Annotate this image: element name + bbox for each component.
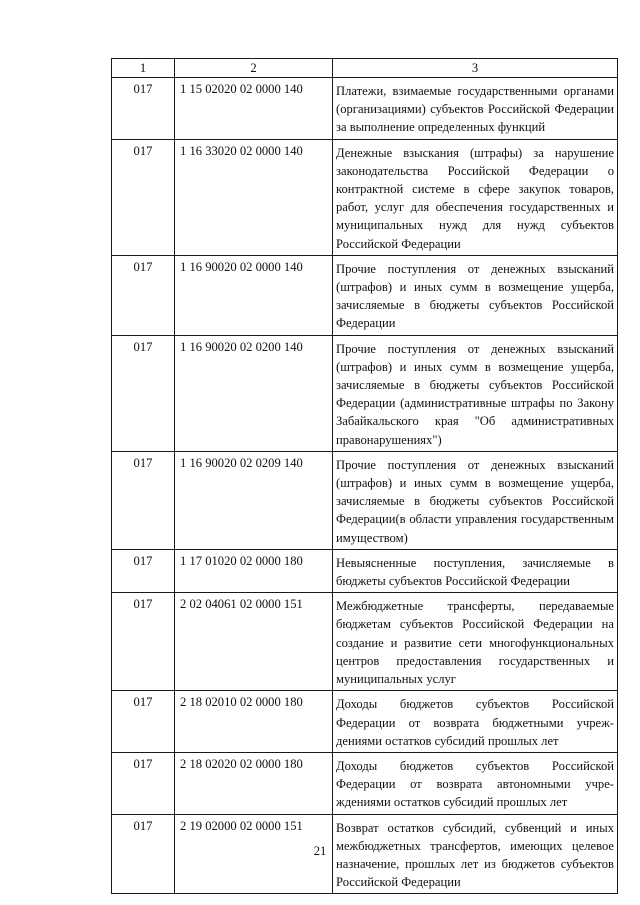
table-body	[112, 78, 618, 894]
revenue-name-cell: Межбюджетные трансферты, передаваемые бюджетам субъектов Российской Федерации на создание и развитие сети многофункциональных центров предоставления государственных и муниципальных услуг	[333, 593, 618, 691]
budget-classification-code-cell: 2 18 02020 02 0000 180	[175, 752, 333, 814]
table-row	[112, 752, 618, 814]
table-row	[112, 255, 618, 335]
budget-classification-code-cell: 1 15 02020 02 0000 140	[175, 78, 333, 140]
revenue-name-cell: Доходы бюджетов субъектов Российской Федерации от возврата бюджетными учреждениями остатков субсидий прошлых лет	[333, 691, 618, 753]
revenue-name-cell: Возврат остатков субсидий, субвенций и иных межбюджетных трансфертов, имеющих целевое назначение, прошлых лет из бюджетов субъектов Российской Федерации	[333, 814, 618, 894]
column-header-name: 3	[333, 59, 618, 78]
admin-code-cell: 017	[112, 255, 175, 335]
budget-classification-code-cell: 2 02 04061 02 0000 151	[175, 593, 333, 691]
admin-code-cell: 017	[112, 139, 175, 255]
budget-classification-code-cell: 1 16 90020 02 0209 140	[175, 451, 333, 549]
budget-classification-code-cell: 1 17 01020 02 0000 180	[175, 549, 333, 592]
admin-code-cell: 017	[112, 814, 175, 894]
revenue-name-cell: Денежные взыскания (штрафы) за нарушение законодательства Российской Федерации о контрактной системе в сфере закупок товаров, работ, услуг для обеспечения государственных и муниципальных нужд для нужд субъектов Российской Федерации	[333, 139, 618, 255]
admin-code-cell: 017	[112, 752, 175, 814]
revenue-name-cell: Прочие поступления от денежных взысканий (штрафов) и иных сумм в возмещение ущерба, зачисляемые в бюджеты субъектов Российской Федерации (административные штрафы по Закону Забайкальского края "Об административных правонарушениях")	[333, 335, 618, 451]
page-number: 21	[313, 844, 327, 858]
revenue-name-cell: Прочие поступления от денежных взысканий (штрафов) и иных сумм в возмещение ущерба, зачисляемые в бюджеты субъектов Российской Федерации	[333, 255, 618, 335]
revenue-codes-table	[111, 58, 618, 894]
admin-code-cell: 017	[112, 451, 175, 549]
table-row	[112, 78, 618, 140]
table-header	[112, 59, 618, 78]
budget-classification-code-cell: 1 16 90020 02 0200 140	[175, 335, 333, 451]
column-header-code: 2	[175, 59, 333, 78]
table-row	[112, 593, 618, 691]
admin-code-cell: 017	[112, 549, 175, 592]
budget-classification-code-cell: 2 19 02000 02 0000 151	[175, 814, 333, 894]
budget-classification-code-cell: 1 16 90020 02 0000 140	[175, 255, 333, 335]
admin-code-cell: 017	[112, 593, 175, 691]
table-row	[112, 335, 618, 451]
budget-classification-code-cell: 1 16 33020 02 0000 140	[175, 139, 333, 255]
budget-classification-code-cell: 2 18 02010 02 0000 180	[175, 691, 333, 753]
admin-code-cell: 017	[112, 335, 175, 451]
column-header-admin: 1	[112, 59, 175, 78]
header-row	[112, 59, 618, 78]
table-row	[112, 139, 618, 255]
table-row	[112, 549, 618, 592]
admin-code-cell: 017	[112, 78, 175, 140]
table-row	[112, 451, 618, 549]
revenue-name-cell: Прочие поступления от денежных взысканий (штрафов) и иных сумм в возмещение ущерба, зачисляемые в бюджеты субъектов Российской Федерации(в области управления государственным имуществом)	[333, 451, 618, 549]
admin-code-cell: 017	[112, 691, 175, 753]
revenue-name-cell: Невыясненные поступления, зачисляемые в бюджеты субъектов Российской Федерации	[333, 549, 618, 592]
revenue-name-cell: Доходы бюджетов субъектов Российской Федерации от возврата автономными учреждениями остатков субсидий прошлых лет	[333, 752, 618, 814]
table-row	[112, 691, 618, 753]
revenue-name-cell: Платежи, взимаемые государственными органами (организациями) субъектов Российской Федерации за выполнение определенных функций	[333, 78, 618, 140]
